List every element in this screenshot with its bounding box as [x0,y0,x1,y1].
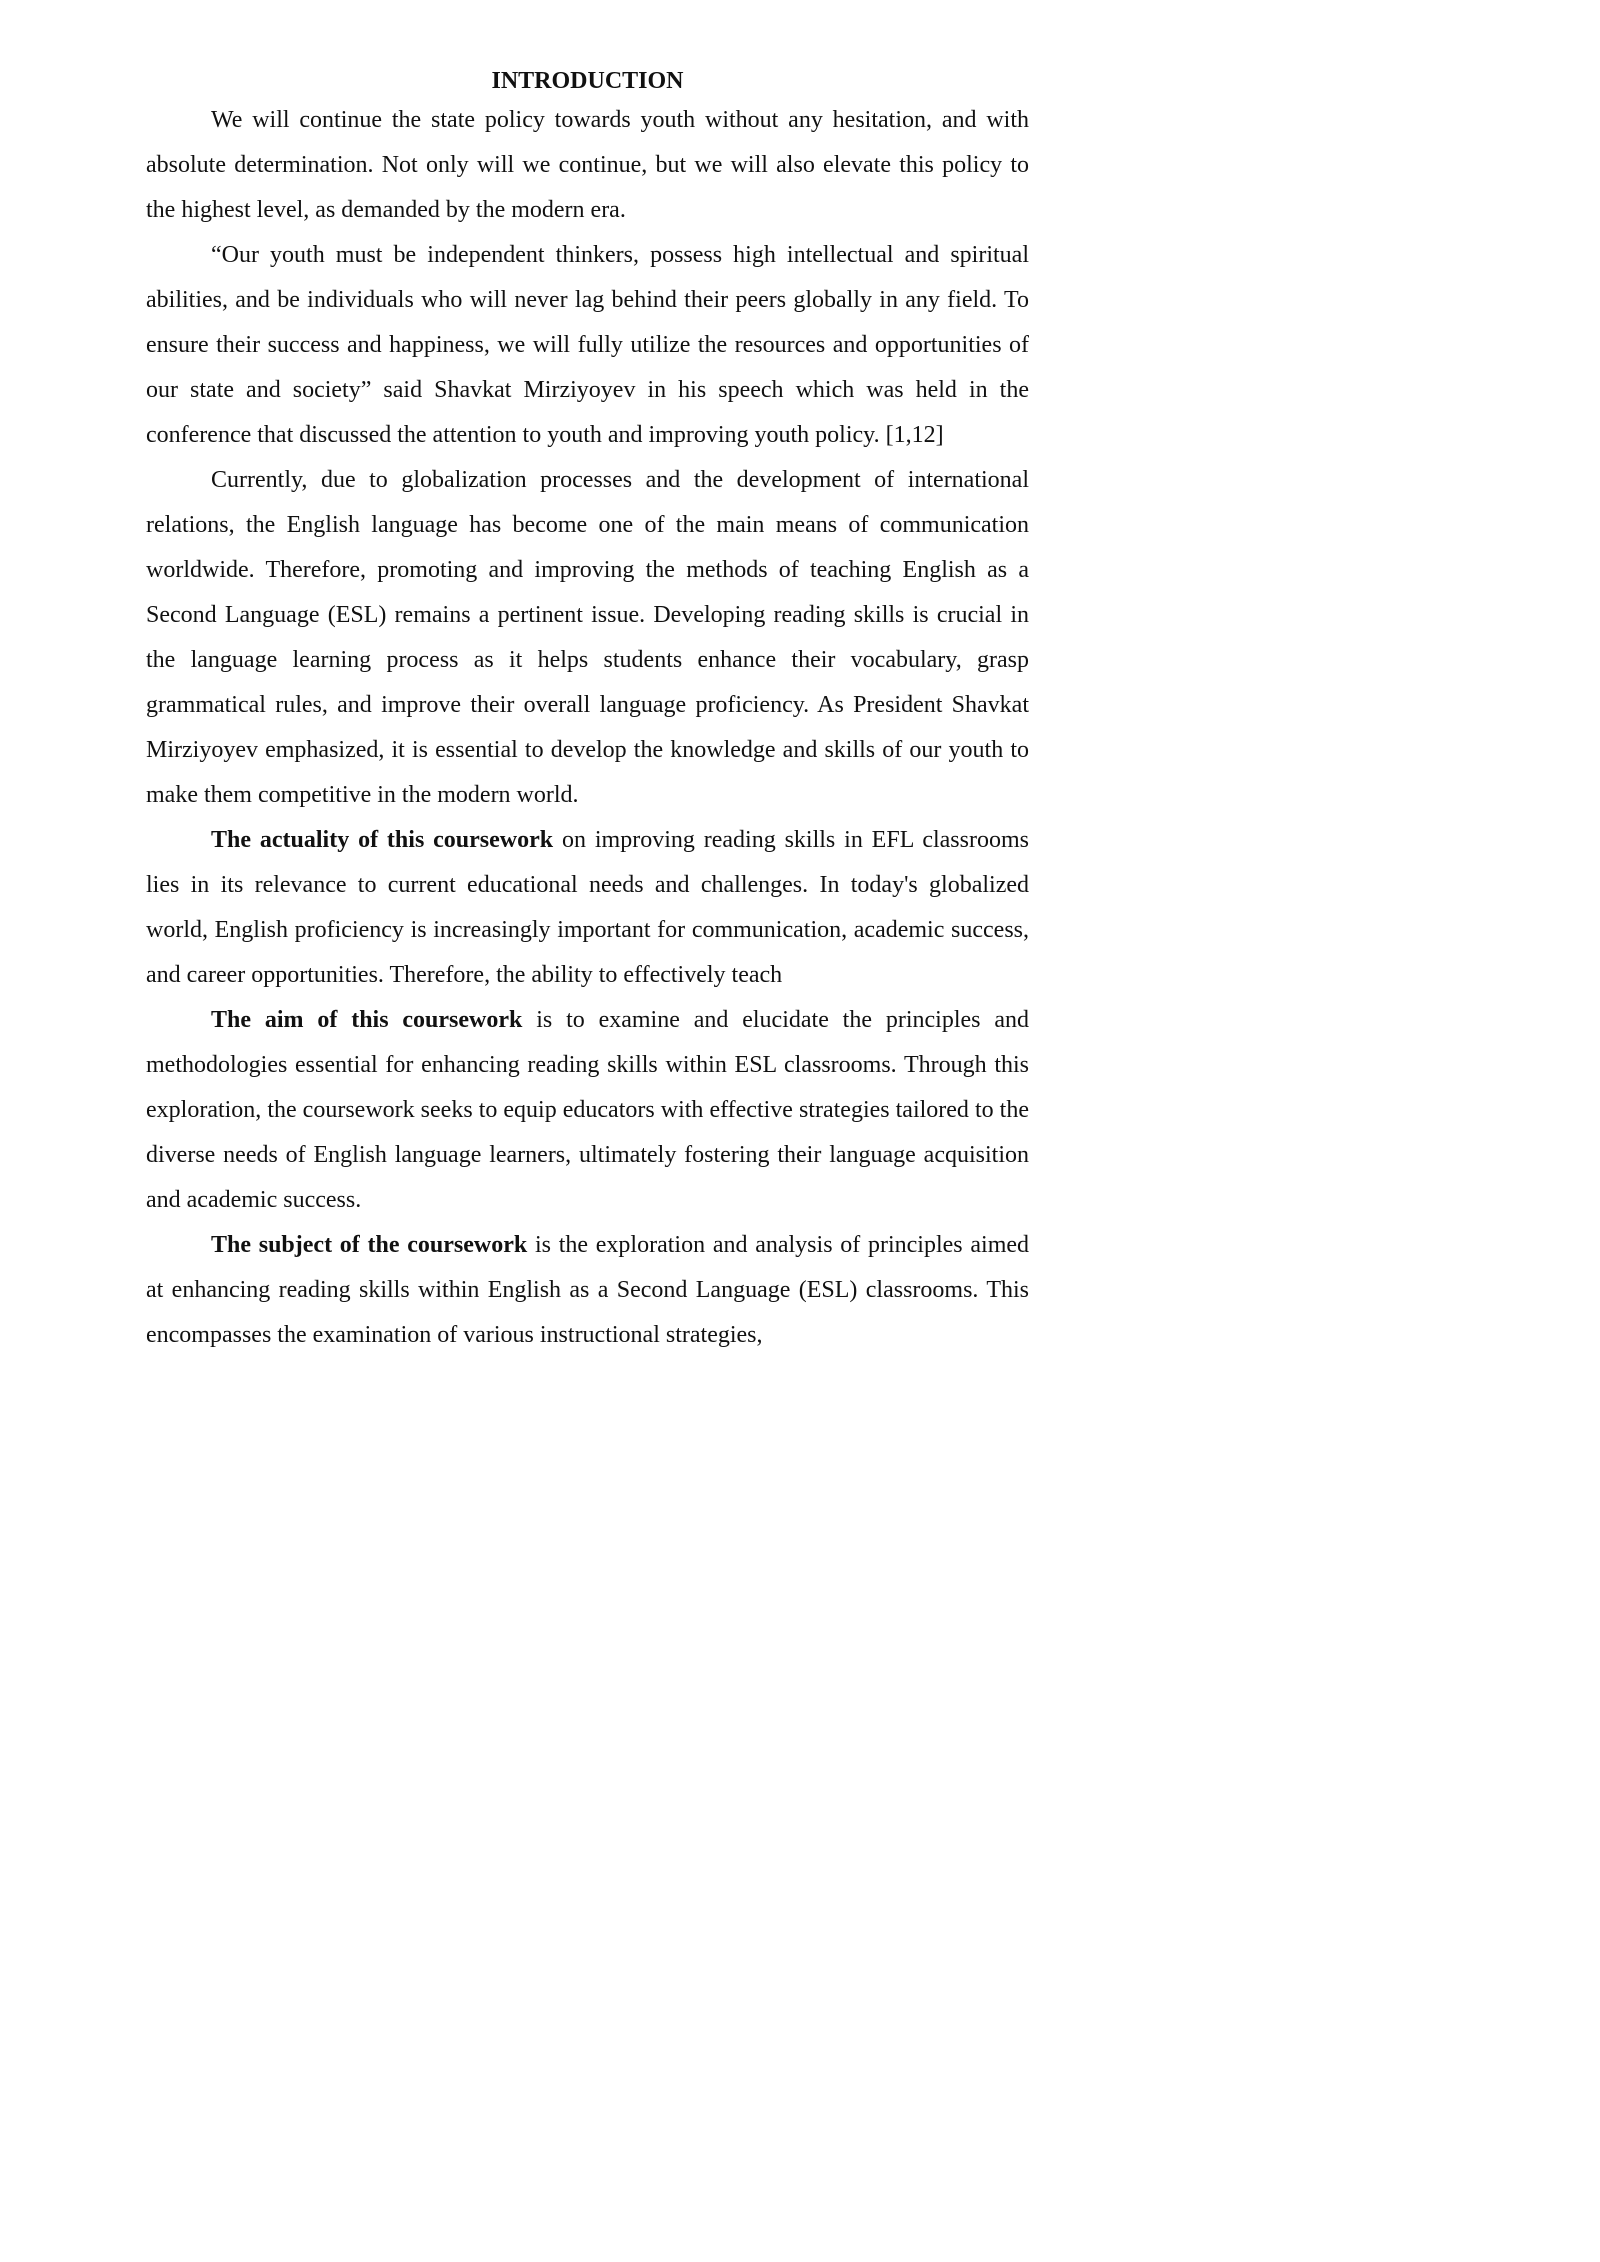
paragraph-actuality [146,818,1029,998]
paragraph-lead: The actuality of this coursework [211,827,554,853]
paragraph-text: “Our youth must be independent thinkers, possess high intellectual and spiritual abilities, and be individuals who will never lag behind their peers globally in any field. To ensure their success and happiness, we will fully utilize the resources and opportunities of our state and society” said Shavkat Mirziyoyev in his speech which was held in the conference that discussed the attention to youth and improving youth policy. [1,12] [146,242,1029,448]
paragraph-state-policy [146,98,1029,233]
page-title: INTRODUCTION [491,68,684,94]
paragraph-text: We will continue the state policy towards youth without any hesitation, and with absolute determination. Not only will we continue, but we will also elevate this policy to the highest level, as demanded by the modern era. [146,107,1029,223]
paragraph-text: on improving reading skills in EFL classrooms lies in its relevance to current educational needs and challenges. In today's globalized world, English proficiency is increasingly important for communication, academic success, and career opportunities. Therefore, the ability to effectively teach [146,827,1029,988]
paragraph-aim [146,998,1029,1223]
paragraph-text: Currently, due to globalization processes and the development of international relations, the English language has become one of the main means of communication worldwide. Therefore, promoting and improving the methods of teaching English as a Second Language (ESL) remains a pertinent issue. Developing reading skills is crucial in the language learning process as it helps students enhance their vocabulary, grasp grammatical rules, and improve their overall language proficiency. As President Shavkat Mirziyoyev emphasized, it is essential to develop the knowledge and skills of our youth to make them competitive in the modern world. [146,467,1029,808]
paragraph-globalization [146,458,1029,818]
paragraph-lead: The aim of this coursework [211,1007,523,1033]
paragraph-subject [146,1223,1029,1358]
document-body [146,64,1029,1358]
paragraph-lead: The subject of the coursework [211,1232,528,1258]
paragraph-youth-quote [146,233,1029,458]
paragraph-text: is to examine and elucidate the principles and methodologies essential for enhancing reading skills within ESL classrooms. Through this exploration, the coursework seeks to equip educators with effective strategies tailored to the diverse needs of English language learners, ultimately fostering their language acquisition and academic success. [146,1007,1029,1213]
paragraph-text: is the exploration and analysis of principles aimed at enhancing reading skills within English as a Second Language (ESL) classrooms. This encompasses the examination of various instructional strategies, [146,1232,1030,1348]
document-page [0,0,1100,1555]
